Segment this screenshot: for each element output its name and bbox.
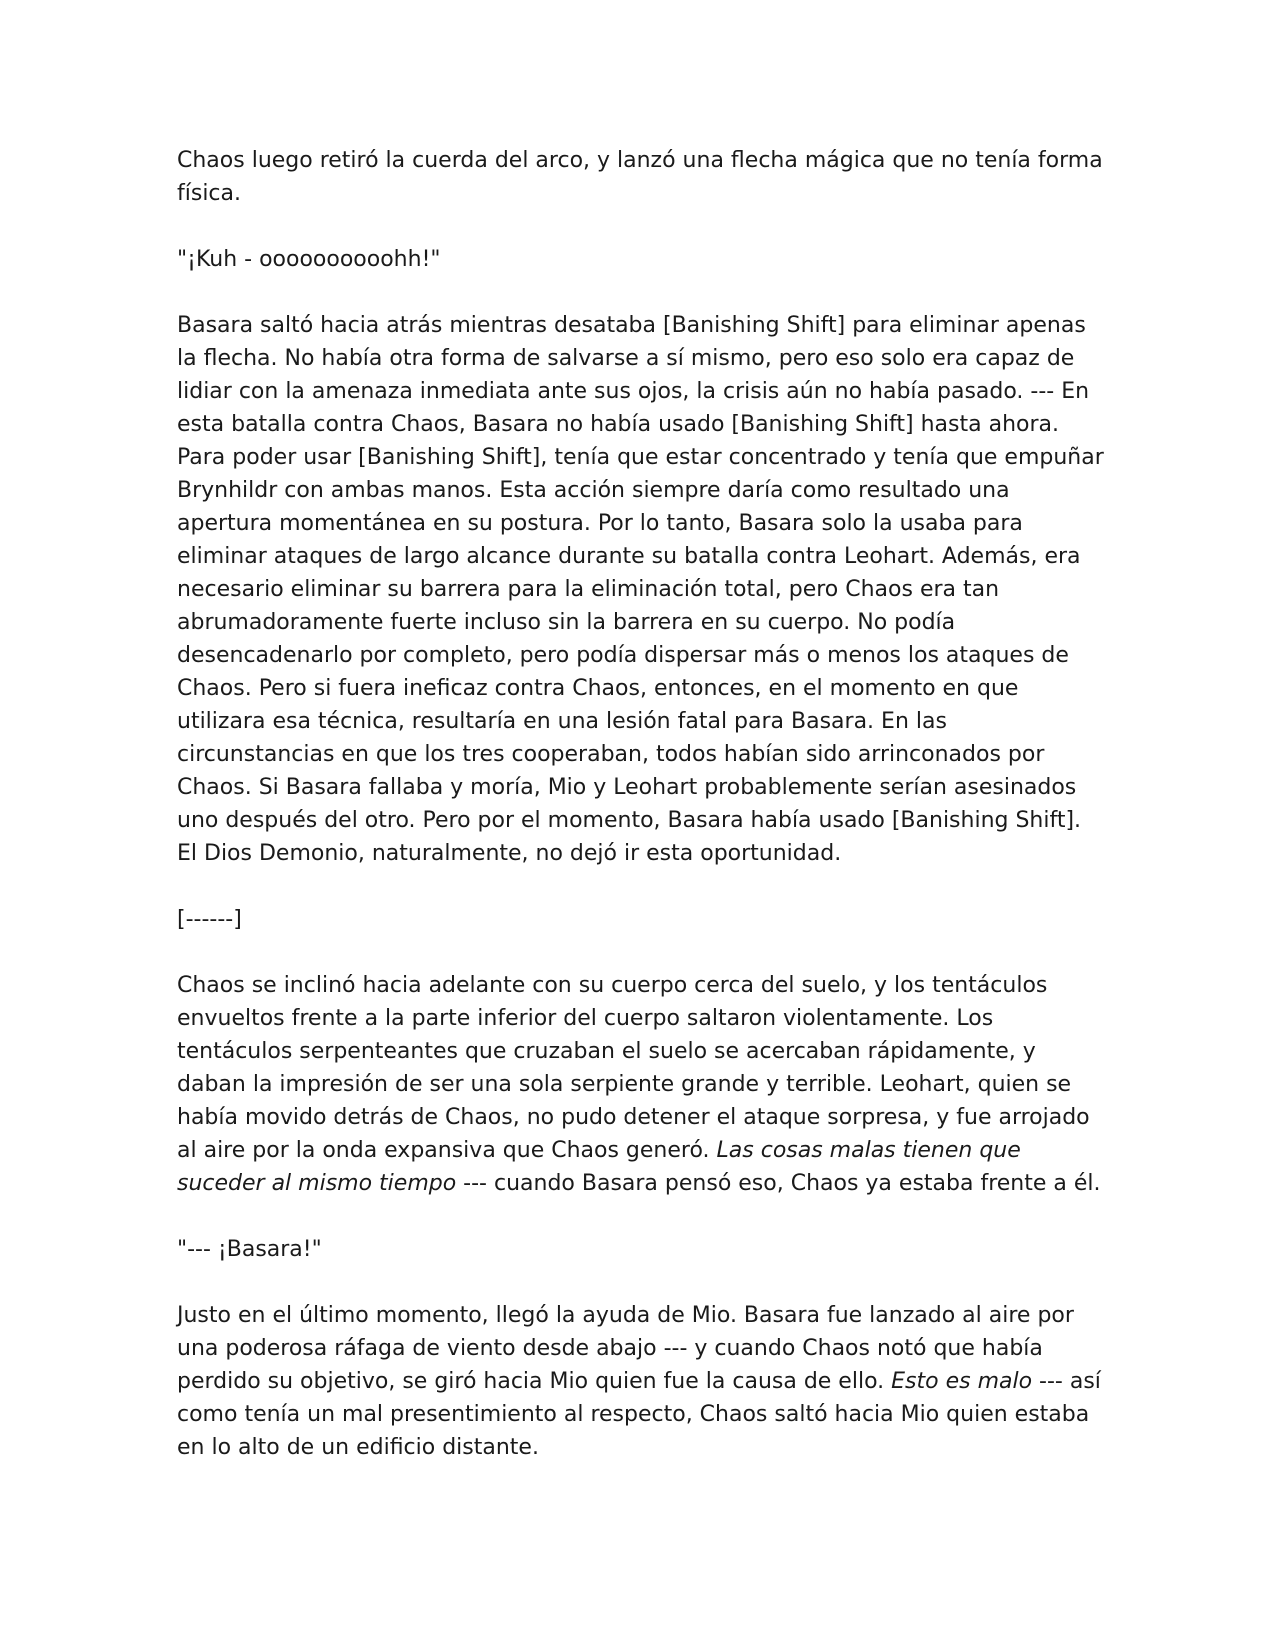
paragraph-dialogue-kuh: [177, 243, 1107, 276]
paragraph-text: [------]: [177, 907, 242, 932]
paragraph-mio-help: [177, 1299, 1107, 1464]
paragraph-italic-text: Las cosas malas tienen que suceder al mismo tiempo: [177, 1138, 1021, 1196]
paragraph-text: --- cuando Basara pensó eso, Chaos ya estaba frente a él.: [456, 1171, 1101, 1196]
paragraph-italic-text: Esto es malo: [891, 1369, 1033, 1394]
document-page: [177, 144, 1107, 1497]
paragraph-text: "--- ¡Basara!": [177, 1237, 322, 1262]
paragraph-banishing-shift: [177, 309, 1107, 870]
paragraph-text: Chaos se inclinó hacia adelante con su cuerpo cerca del suelo, y los tentáculos envueltos frente a la parte inferior del cuerpo saltaron violentamente. Los tentáculos serpenteantes que cruzaban el suelo se acercaban rápidamente, y daban la impresión de ser una sola serpiente grande y terrible. Leohart, quien se había movido detrás de Chaos, no pudo detener el ataque sorpresa, y fue arrojado al aire por la onda expansiva que Chaos generó.: [177, 973, 1090, 1163]
paragraph-text: Basara saltó hacia atrás mientras desataba [Banishing Shift] para eliminar apenas la flecha. No había otra forma de salvarse a sí mismo, pero eso solo era capaz de lidiar con la amenaza inmediata ante sus ojos, la crisis aún no había pasado. --- En esta batalla contra Chaos, Basara no había usado [Banishing Shift] hasta ahora. Para poder usar [Banishing Shift], tenía que estar concentrado y tenía que empuñar Brynhildr con ambas manos. Esta acción siempre daría como resultado una apertura momentánea en su postura. Por lo tanto, Basara solo la usaba para eliminar ataques de largo alcance durante su batalla contra Leohart. Además, era necesario eliminar su barrera para la eliminación total, pero Chaos era tan abrumadoramente fuerte incluso sin la barrera en su cuerpo. No podía desencadenarlo por completo, pero podía dispersar más o menos los ataques de Chaos. Pero si fuera ineficaz contra Chaos, entonces, en el momento en que utilizara esa técnica, resultaría en una lesión fatal para Basara. En las circunstancias en que los tres cooperaban, todos habían sido arrinconados por Chaos. Si Basara fallaba y moría, Mio y Leohart probablemente serían asesinados uno después del otro. Pero por el momento, Basara había usado [Banishing Shift]. El Dios Demonio, naturalmente, no dejó ir esta oportunidad.: [177, 313, 1104, 866]
paragraph-tentacles: [177, 969, 1107, 1200]
paragraph-text: Justo en el último momento, llegó la ayuda de Mio. Basara fue lanzado al aire por una poderosa ráfaga de viento desde abajo --- y cuando Chaos notó que había perdido su objetivo, se giró hacia Mio quien fue la causa de ello.: [177, 1303, 1074, 1394]
paragraph-text: --- así como tenía un mal presentimiento al respecto, Chaos saltó hacia Mio quien estaba en lo alto de un edificio distante.: [177, 1369, 1101, 1460]
paragraph-text: "¡Kuh - oooooooooohh!": [177, 247, 441, 272]
paragraph-text: Chaos luego retiró la cuerda del arco, y lanzó una flecha mágica que no tenía forma física.: [177, 148, 1103, 206]
paragraph-dialogue-basara: [177, 1233, 1107, 1266]
paragraph-separator: [177, 903, 1107, 936]
paragraph-arrow: [177, 144, 1107, 210]
